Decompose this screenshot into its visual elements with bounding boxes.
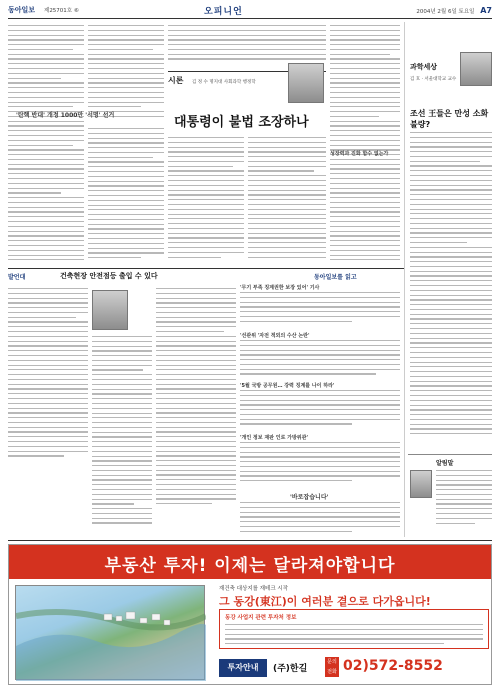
ad-banner-text: 부동산 투자! 이제는 달라져야합니다: [104, 556, 396, 576]
reader-item-1-title: '무기 부족 징계권한 보장 있어' 기사: [240, 285, 320, 291]
ad-top-rule: [8, 540, 492, 541]
ad-invest-button[interactable]: 투자안내: [219, 659, 267, 677]
date-and-page: [416, 6, 492, 15]
science-label: 과학세상: [410, 63, 438, 71]
baleondae-text-1: [8, 288, 88, 538]
ad-subtitle: 재건축 대상지를 재테크 시작: [219, 586, 289, 592]
baleondae-title: 건축현장 안전점등 출입 수 있다: [60, 272, 158, 280]
ad-phone-number[interactable]: 02)572-8552: [343, 658, 443, 674]
ad-phone-label: 문의전화: [325, 657, 339, 677]
reader-item-2-title: '선관위 '자전 적외의 수산 논란': [240, 333, 310, 339]
subhead-seongjang: 성장력과 진화 함수 없는가: [330, 151, 389, 157]
baleondae-text-3: [156, 288, 236, 538]
columnist-photo: [288, 63, 324, 103]
date-text: 2004년 2월 6일 토요일: [416, 9, 475, 15]
river-illustration-icon: [16, 586, 206, 681]
column-text-2b: [88, 128, 164, 265]
mid-divider: [8, 268, 404, 269]
sironn-author: 김 정 수 명지대 사회과학 행정학: [192, 80, 256, 85]
ad-map-image: [15, 585, 205, 680]
sironn-text-2: [248, 137, 326, 265]
subhead-tanhaek: '탄핵 반대' 개정 1000만 '서명' 선거: [16, 112, 115, 119]
science-text: [410, 132, 492, 452]
science-headline: 조선 王들은 만성 소화불량?: [410, 109, 489, 129]
sironn-column-block: [168, 25, 326, 265]
notice-photo: [410, 470, 432, 498]
science-column: [408, 22, 492, 537]
science-author: 김 호 · 서울대학교 교수: [410, 77, 457, 82]
ad-banner: [9, 545, 491, 579]
reader-item-4-text: [240, 442, 400, 488]
issue-number: 제25701호 ⑥: [44, 8, 79, 14]
reader-item-3-text: [240, 390, 400, 430]
page-number: A7: [480, 6, 492, 15]
sironn-top-text: [168, 25, 326, 69]
notice-text: [436, 470, 492, 534]
divider-right: [404, 22, 405, 537]
reader-item-4-title: '개인 정보 재판 인로 가방위관': [240, 435, 308, 441]
section-title: 오피니언: [204, 7, 243, 17]
reader-item-3-title: '5월 국방 공무원… 강력 징계를 나이 하라': [240, 383, 335, 389]
sironn-label: 시론: [168, 76, 184, 85]
reader-item-1-text: [240, 292, 400, 328]
reader-item-2-text: [240, 340, 400, 380]
page-header: [8, 5, 492, 19]
ad-info-lines: [225, 624, 483, 650]
baleondae-text-2: [92, 336, 152, 536]
ad-company-name: (주)한길: [273, 664, 308, 674]
column-text-1: [8, 25, 84, 265]
science-divider: [408, 454, 492, 455]
ad-info-box-title: 동강 사업지 관련 투자처 정보: [225, 615, 297, 621]
baleondae-label: 발언대: [8, 274, 26, 281]
real-estate-ad[interactable]: [8, 544, 492, 685]
reader-section: [240, 284, 402, 538]
baleondae-photo: [92, 290, 128, 330]
column-text-3: [330, 25, 400, 265]
ad-headline: 그 동강(東江)이 여러분 곁으로 다가옵니다!: [219, 595, 431, 608]
sironn-text-1: [168, 137, 244, 265]
newspaper-name: 동아일보: [8, 6, 36, 14]
reader-label: 동아일보를 읽고: [314, 274, 357, 281]
ad-info-box: [219, 609, 489, 649]
science-author-photo: [460, 52, 492, 86]
correction-title: '바로잡습니다': [290, 494, 329, 501]
sironn-headline: 대통령이 불법 조장하나: [174, 115, 309, 130]
notice-label: 알림말: [436, 460, 454, 467]
correction-text: [240, 502, 400, 536]
